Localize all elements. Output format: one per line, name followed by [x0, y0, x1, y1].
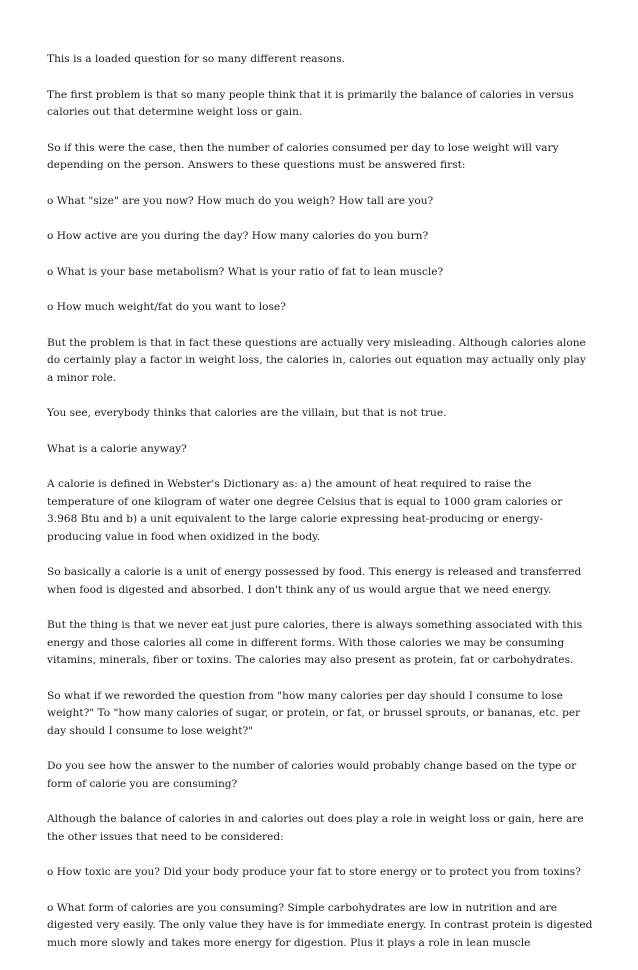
list-item: o How much weight/fat do you want to lose?: [47, 301, 286, 313]
list-item: o How active are you during the day? How many calories do you burn?: [47, 230, 429, 242]
paragraph: So what if we reworded the question from "how many calories per day should I consume to lose weight?" To "how many calories of sugar, or protein, or fat, or brussel sprouts, or bananas, etc. per day should I consume to lose weight?": [47, 689, 581, 737]
paragraph: The first problem is that so many people think that it is primarily the balance of calories in versus calories out that determine weight loss or gain.: [47, 88, 574, 118]
paragraph: Do you see how the answer to the number of calories would probably change based on the type or form of calorie you are consuming?: [47, 760, 577, 790]
list-item: o What form of calories are you consuming? Simple carbohydrates are low in nutrition and are digested very easily. The only value they have is for immediate energy. In contrast protein is digested much more slowly and takes more energy for digestion. Plus it plays a role in lean muscle: [47, 901, 593, 949]
document-body: [47, 51, 595, 970]
list-item: o What is your base metabolism? What is your ratio of fat to lean muscle?: [47, 265, 444, 278]
paragraph: You see, everybody thinks that calories are the villain, but that is not true.: [47, 407, 447, 419]
paragraph: A calorie is defined in Webster's Dictionary as: a) the amount of heat required to raise the temperature of one kilogram of water one degree Celsius that is equal to 1000 gram calories or 3.968 Btu and b) a unit equivalent to the large calorie expressing heat-producing or energy-producing value in food when oxidized in the body.: [47, 478, 563, 543]
paragraph: So basically a calorie is a unit of energy possessed by food. This energy is released and transferred when food is digested and absorbed. I don't think any of us would argue that we need energy.: [47, 566, 582, 596]
paragraph: But the problem is that in fact these questions are actually very misleading. Although calories alone do certainly play a factor in weight loss, the calories in, calories out equation may actually only play a minor role.: [47, 336, 586, 384]
list-item: o How toxic are you? Did your body produce your fat to store energy or to protect you from toxins?: [47, 866, 581, 878]
paragraph: This is a loaded question for so many different reasons.: [47, 53, 346, 65]
list-item: o What "size" are you now? How much do you weigh? How tall are you?: [47, 194, 434, 207]
paragraph: So if this were the case, then the number of calories consumed per day to lose weight will vary depending on the person. Answers to these questions must be answered first:: [47, 141, 559, 171]
paragraph: Although the balance of calories in and calories out does play a role in weight loss or gain, here are the other issues that need to be considered:: [47, 813, 584, 843]
section-question: What is a calorie anyway?: [47, 442, 187, 455]
paragraph: But the thing is that we never eat just pure calories, there is always something associated with this energy and those calories all come in different forms. With those calories we may be consuming vitamins, minerals, fiber or toxins. The calories may also present as protein, fat or carbohydrates.: [47, 619, 583, 666]
